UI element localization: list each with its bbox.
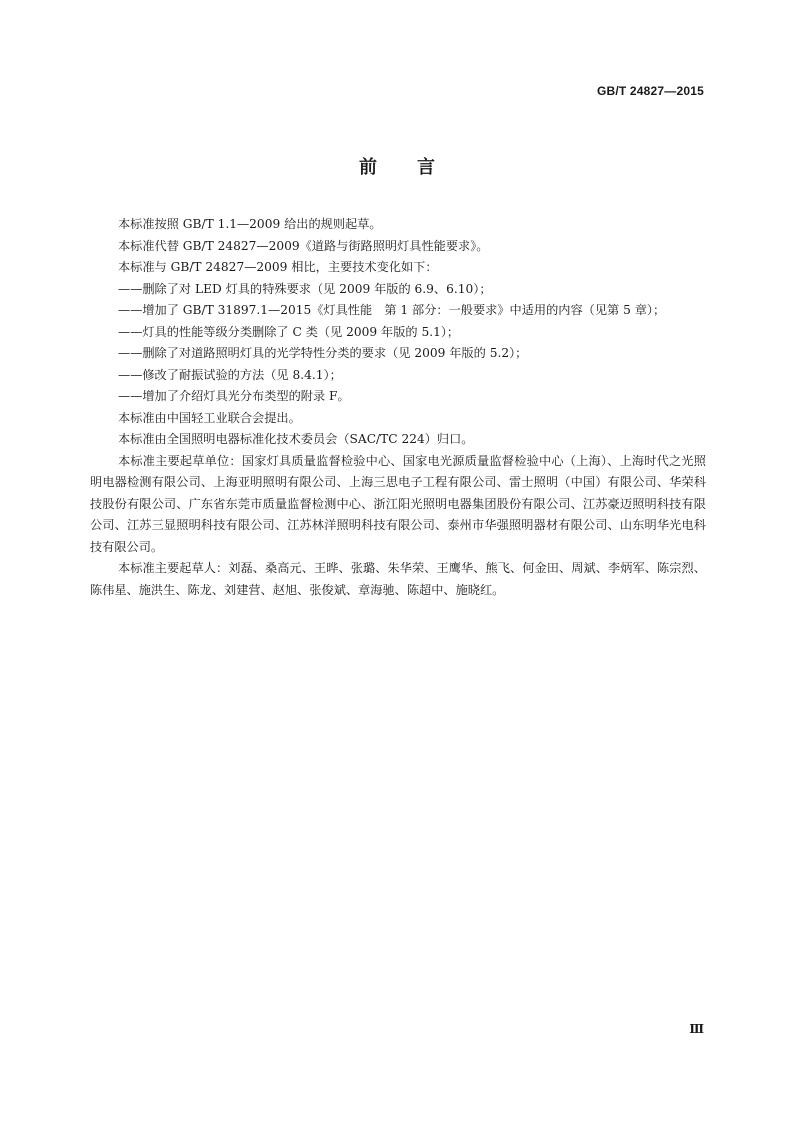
paragraph-proposed-by: 本标准由中国轻工业联合会提出。 bbox=[118, 410, 301, 425]
change-item: ——增加了 GB/T 31897.1—2015《灯具性能 第 1 部分：一般要求》中适用的内容（见第 5 章）； bbox=[118, 303, 666, 317]
change-item: ——删除了对 LED 灯具的特殊要求（见 2009 年版的 6.9、6.10）； bbox=[118, 281, 492, 296]
paragraph-administered-by: 本标准由全国照明电器标准化技术委员会（SAC/TC 224）归口。 bbox=[118, 432, 474, 446]
page-number: Ⅲ bbox=[689, 1022, 704, 1036]
change-item: ——修改了耐振试验的方法（见 8.4.1）； bbox=[118, 367, 342, 382]
paragraph-drafting-units: 本标准主要起草单位：国家灯具质量监督检验中心、国家电光源质量监督检验中心（上海）、上海时代之光照明电器检测有限公司、上海亚明照明有限公司、上海三思电子工程有限公司、雷士照明（中国）有限公司、华荣科技股份有限公司、广东省东莞市质量监督检测中心、浙江阳光照明电器集团股份有限公司、江苏豪迈照明科技有限公司、江苏三显照明科技有限公司、江苏林洋照明科技有限公司、泰州市华强照明器材有限公司、山东明华光电科技有限公司。 bbox=[90, 453, 706, 554]
standard-code: GB/T 24827—2015 bbox=[596, 84, 704, 98]
page-title: 前言 bbox=[359, 157, 475, 178]
change-item: ——灯具的性能等级分类删除了 C 类（见 2009 年版的 5.1）； bbox=[118, 324, 460, 339]
change-item: ——增加了介绍灯具光分布类型的附录 F。 bbox=[118, 389, 350, 403]
foreword-body bbox=[90, 214, 706, 601]
change-item: ——删除了对道路照明灯具的光学特性分类的要求（见 2009 年版的 5.2）； bbox=[118, 346, 528, 360]
paragraph-changes-intro: 本标准与 GB/T 24827—2009 相比，主要技术变化如下： bbox=[118, 260, 438, 274]
paragraph-drafters: 本标准主要起草人：刘磊、桑高元、王晔、张璐、朱华荣、王鹰华、熊飞、何金田、周斌、李炳军、陈宗烈、陈伟星、施洪生、陈龙、刘建营、赵旭、张俊斌、章海驰、陈超中、施晓红。 bbox=[90, 561, 706, 597]
paragraph-replaces: 本标准代替 GB/T 24827—2009《道路与街路照明灯具性能要求》。 bbox=[118, 238, 489, 253]
paragraph-drafting-rule: 本标准按照 GB/T 1.1—2009 给出的规则起草。 bbox=[118, 217, 382, 231]
